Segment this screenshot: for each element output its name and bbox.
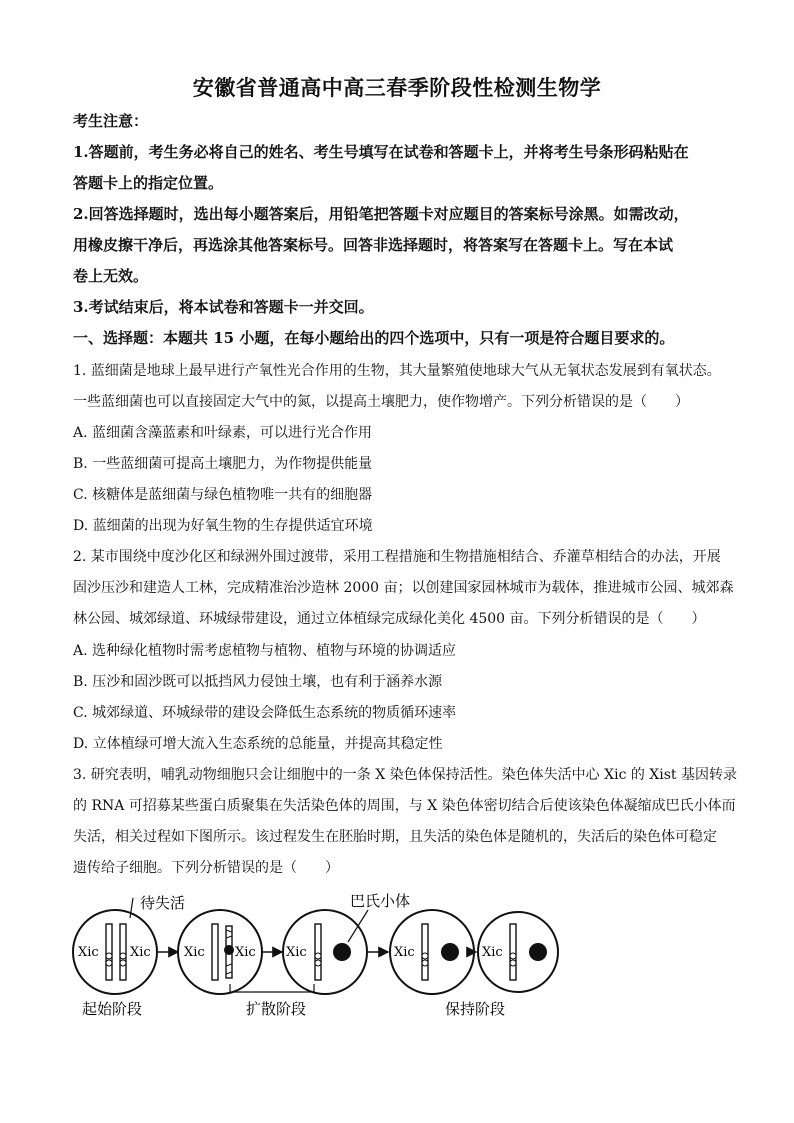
page-title: 安徽省普通高中高三春季阶段性检测生物学 bbox=[192, 75, 602, 100]
cell-spread-2 bbox=[283, 910, 367, 994]
question-2-option-c: C. 城郊绿道、环城绿带的建设会降低生态系统的物质循环速率 bbox=[73, 705, 457, 721]
label-to-inactivate: 待失活 bbox=[140, 894, 186, 912]
question-1-option-a: A. 蓝细菌含藻蓝素和叶绿素，可以进行光合作用 bbox=[73, 425, 373, 441]
barr-body bbox=[441, 943, 459, 961]
question-1-option-b: B. 一些蓝细菌可提高土壤肥力，为作物提供能量 bbox=[73, 456, 373, 472]
xic-label: Xic bbox=[482, 945, 503, 960]
xic-label: Xic bbox=[394, 945, 415, 960]
barr-body bbox=[333, 943, 351, 961]
stage-maintain-label: 保持阶段 bbox=[445, 1000, 506, 1018]
question-2-stem-line-1: 2. 某市围绕中度沙化区和绿洲外围过渡带，采用工程措施和生物措施相结合、乔灌草相结合的办法，开展 bbox=[73, 549, 721, 565]
xic-label: Xic bbox=[184, 945, 205, 960]
xic-label: Xic bbox=[235, 945, 256, 960]
question-2-stem-line-2: 固沙压沙和建造人工林，完成精准治沙造林 2000 亩；以创建国家园林城市为载体，推进城市公园、城郊森 bbox=[73, 580, 734, 596]
notice-heading: 考生注意： bbox=[73, 112, 149, 130]
xic-label: Xic bbox=[78, 945, 99, 960]
notice-item-2-line-3: 卷上无效。 bbox=[73, 267, 149, 285]
question-3-stem-line-3: 失活，相关过程如下图所示。该过程发生在胚胎时期，且失活的染色体是随机的，失活后的染色体可稳定 bbox=[73, 829, 717, 845]
question-2-option-d: D. 立体植绿可增大流入生态系统的总能量，并提高其稳定性 bbox=[73, 736, 443, 752]
xic-label: Xic bbox=[130, 945, 151, 960]
notice-item-3: 3.考试结束后，将本试卷和答题卡一并交回。 bbox=[73, 298, 374, 316]
question-3-stem-line-4: 遗传给子细胞。下列分析错误的是（ ） bbox=[73, 860, 339, 876]
xic-label: Xic bbox=[286, 945, 307, 960]
stage-spread-label: 扩散阶段 bbox=[246, 1000, 307, 1018]
question-1-option-c: C. 核糖体是蓝细菌与绿色植物唯一共有的细胞器 bbox=[73, 487, 373, 503]
notice-item-2-line-2: 用橡皮擦干净后，再选涂其他答案标号。回答非选择题时，将答案写在答题卡上。写在本试 bbox=[73, 236, 674, 254]
question-1-stem-line-2: 一些蓝细菌也可以直接固定大气中的氮，以提高土壤肥力，使作物增产。下列分析错误的是（ ） bbox=[73, 394, 689, 410]
x-inactivation-diagram bbox=[60, 880, 560, 1025]
pointer-line bbox=[130, 898, 133, 918]
notice-item-2-line-1: 2.回答选择题时，选出每小题答案后，用铅笔把答题卡对应题目的答案标号涂黑。如需改动， bbox=[73, 205, 689, 223]
cell-maintain-2 bbox=[478, 912, 558, 992]
label-barr-body: 巴氏小体 bbox=[350, 892, 411, 910]
question-3-stem-line-2: 的 RNA 可招募某些蛋白质聚集在失活染色体的周围，与 X 染色体密切结合后使该染色体凝缩成巴氏小体而 bbox=[73, 798, 736, 814]
barr-body bbox=[529, 943, 547, 961]
question-1-stem-line-1: 1. 蓝细菌是地球上最早进行产氧性光合作用的生物，其大量繁殖使地球大气从无氧状态发展到有氧状态。 bbox=[73, 363, 721, 379]
cell-maintain-1 bbox=[390, 910, 474, 994]
notice-item-1-line-1: 1.答题前，考生务必将自己的姓名、考生号填写在试卷和答题卡上，并将考生号条形码粘贴在 bbox=[73, 143, 689, 161]
question-2-option-b: B. 压沙和固沙既可以抵挡风力侵蚀土壤，也有利于涵养水源 bbox=[73, 674, 443, 690]
stage-start-label: 起始阶段 bbox=[82, 1000, 143, 1018]
section-heading: 一、选择题：本题共 15 小题，在每小题给出的四个选项中，只有一项是符合题目要求的。 bbox=[73, 329, 675, 347]
question-1-option-d: D. 蓝细菌的出现为好氧生物的生存提供适宜环境 bbox=[73, 518, 373, 534]
cell-start bbox=[73, 910, 157, 994]
notice-item-1-line-2: 答题卡上的指定位置。 bbox=[73, 174, 224, 192]
question-2-stem-line-3: 林公园、城郊绿道、环城绿带建设，通过立体植绿完成绿化美化 4500 亩。下列分析错误的是（ ） bbox=[73, 611, 706, 627]
question-2-option-a: A. 选种绿化植物时需考虑植物与植物、植物与环境的协调适应 bbox=[73, 643, 457, 659]
cell-spread-1 bbox=[178, 910, 262, 994]
question-3-stem-line-1: 3. 研究表明，哺乳动物细胞只会让细胞中的一条 X 染色体保持活性。染色体失活中心 Xic 的 Xist 基因转录 bbox=[73, 767, 738, 783]
